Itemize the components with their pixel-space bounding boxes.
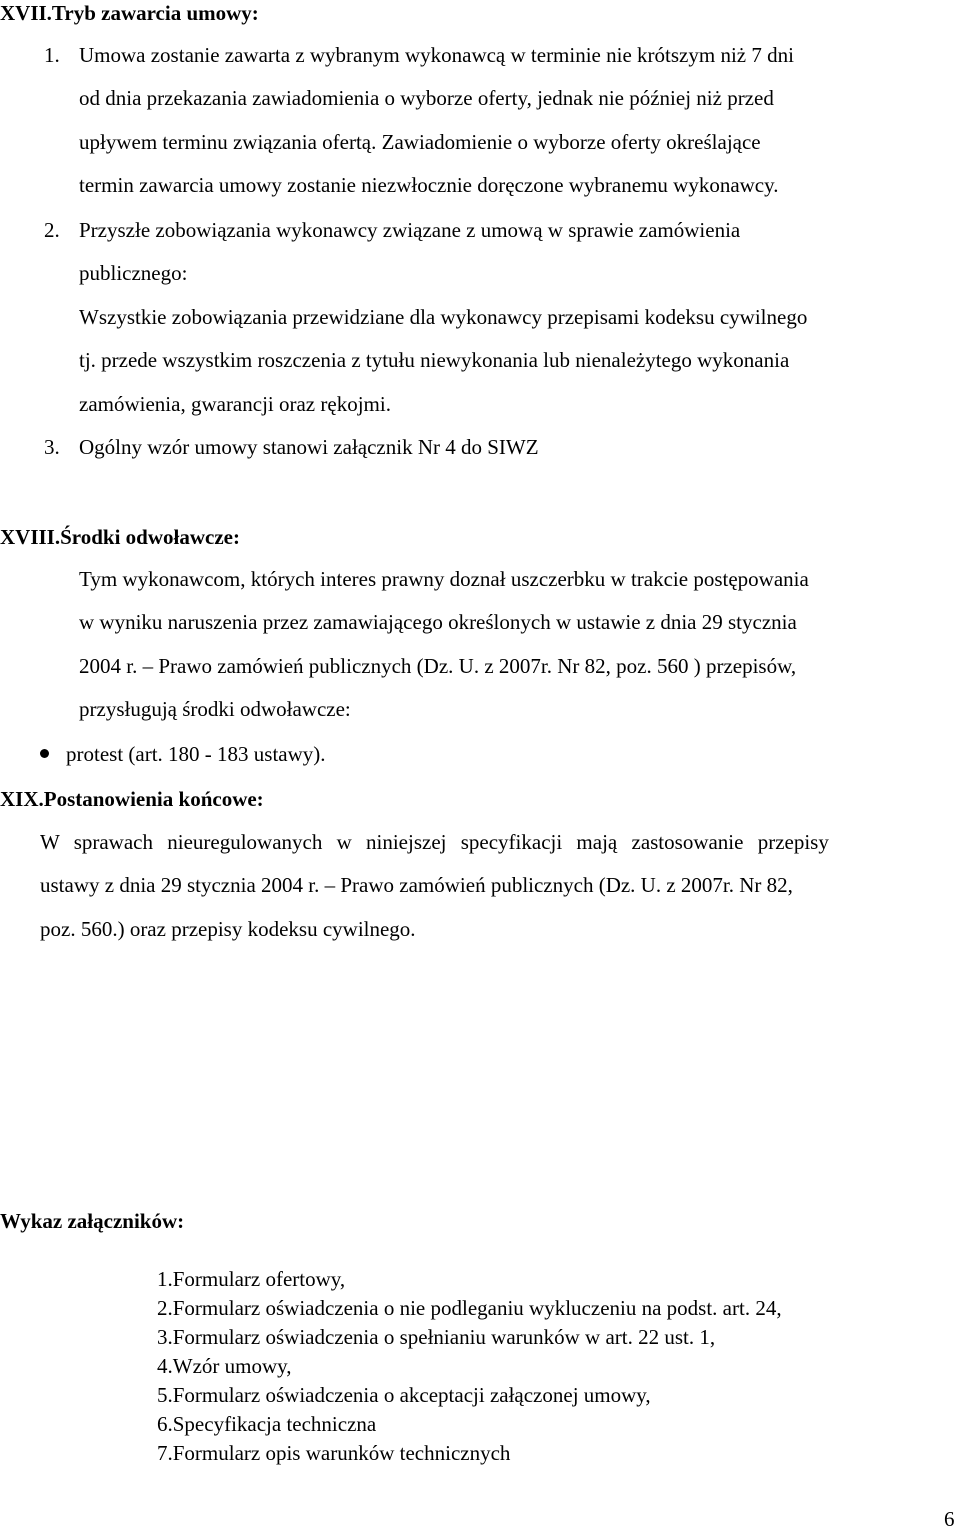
paragraph-line: poz. 560.) oraz przepisy kodeksu cywilnego. xyxy=(40,917,416,941)
item-number-2: 2. xyxy=(44,218,60,242)
paragraph-line: upływem terminu związania ofertą. Zawiadomienie o wyborze oferty określające xyxy=(79,130,761,154)
item-number-3: 3. xyxy=(44,435,60,459)
bullet-icon xyxy=(40,749,49,758)
paragraph-line: tj. przede wszystkim roszczenia z tytułu niewykonania lub nienależytego wykonania xyxy=(79,348,790,372)
attachment-item: 1.Formularz ofertowy, xyxy=(157,1267,346,1291)
bullet-item: protest (art. 180 - 183 ustawy). xyxy=(66,742,326,766)
paragraph-line: publicznego: xyxy=(79,261,188,285)
paragraph-line: Tym wykonawcom, których interes prawny doznał uszczerbku w trakcie postępowania xyxy=(79,567,809,591)
paragraph-line: przysługują środki odwoławcze: xyxy=(79,697,351,721)
attachments-heading: Wykaz załączników: xyxy=(0,1209,185,1233)
section-heading-xix: XIX.Postanowienia końcowe: xyxy=(0,787,264,811)
page-number: 6 xyxy=(944,1507,955,1531)
paragraph-line: zamówienia, gwarancji oraz rękojmi. xyxy=(79,392,391,416)
attachment-item: 3.Formularz oświadczenia o spełnianiu warunków w art. 22 ust. 1, xyxy=(157,1325,716,1349)
paragraph-line: 2004 r. – Prawo zamówień publicznych (Dz. U. z 2007r. Nr 82, poz. 560 ) przepisów, xyxy=(79,654,797,678)
item-number-1: 1. xyxy=(44,43,60,67)
attachment-item: 5.Formularz oświadczenia o akceptacji załączonej umowy, xyxy=(157,1383,651,1407)
paragraph-line: Wszystkie zobowiązania przewidziane dla wykonawcy przepisami kodeksu cywilnego xyxy=(79,305,808,329)
section-heading-xviii: XVIII.Środki odwoławcze: xyxy=(0,525,240,549)
paragraph-line: ustawy z dnia 29 stycznia 2004 r. – Prawo zamówień publicznych (Dz. U. z 2007r. Nr 82, xyxy=(40,873,793,897)
paragraph-line: Ogólny wzór umowy stanowi załącznik Nr 4 do SIWZ xyxy=(79,435,539,459)
paragraph-line: w wyniku naruszenia przez zamawiającego określonych w ustawie z dnia 29 stycznia xyxy=(79,610,797,634)
attachment-item: 6.Specyfikacja techniczna xyxy=(157,1412,377,1436)
paragraph-line: Umowa zostanie zawarta z wybranym wykonawcą w terminie nie krótszym niż 7 dni xyxy=(79,43,794,67)
paragraph-line: od dnia przekazania zawiadomienia o wyborze oferty, jednak nie później niż przed xyxy=(79,86,774,110)
attachment-item: 2.Formularz oświadczenia o nie podleganiu wykluczeniu na podst. art. 24, xyxy=(157,1296,782,1320)
paragraph-line: W sprawach nieuregulowanych w niniejszej specyfikacji mają zastosowanie przepisy xyxy=(40,830,829,854)
section-heading-xvii: XVII.Tryb zawarcia umowy: xyxy=(0,1,259,25)
attachment-item: 7.Formularz opis warunków technicznych xyxy=(157,1441,511,1465)
paragraph-line: Przyszłe zobowiązania wykonawcy związane z umową w sprawie zamówienia xyxy=(79,218,741,242)
paragraph-line: termin zawarcia umowy zostanie niezwłocznie doręczone wybranemu wykonawcy. xyxy=(79,173,779,197)
attachment-item: 4.Wzór umowy, xyxy=(157,1354,292,1378)
